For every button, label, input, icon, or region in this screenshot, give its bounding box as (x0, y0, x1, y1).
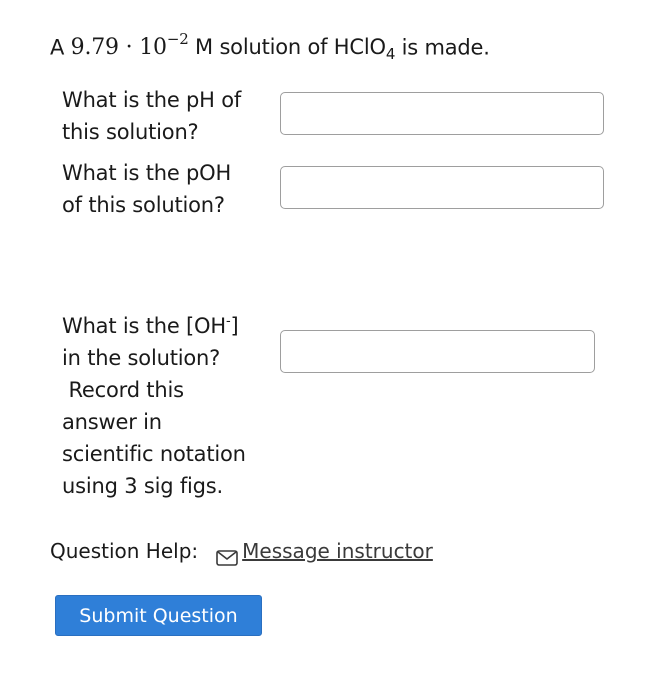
question-oh-line-3: Record this (62, 378, 184, 402)
question-oh-label (62, 306, 246, 502)
question-oh-line-1-post: ] (230, 314, 239, 338)
question-oh-line-6: using 3 sig figs. (62, 474, 223, 498)
concentration-mantissa: 9.79 (70, 35, 119, 61)
question-ph-label (62, 84, 241, 148)
times-symbol: · (125, 35, 133, 61)
question-oh-line-1-pre: What is the [OH (62, 314, 226, 338)
question-help (50, 535, 433, 567)
oh-answer-input[interactable] (280, 330, 595, 373)
problem-statement (50, 24, 490, 72)
submit-question-button[interactable]: Submit Question (55, 595, 262, 636)
solute-mid-text: M solution of HClO (195, 35, 386, 60)
ph-answer-input[interactable] (280, 92, 604, 135)
envelope-icon (216, 543, 238, 559)
question-oh-line-2: in the solution? (62, 346, 221, 370)
question-help-label: Question Help: (50, 539, 199, 563)
question-poh-line-1: What is the pOH (62, 161, 232, 185)
question-ph-line-1: What is the pH of (62, 88, 242, 112)
message-instructor-link[interactable] (216, 535, 433, 567)
solute-subscript: 4 (385, 45, 396, 64)
problem-suffix: is made. (401, 35, 490, 60)
question-oh-line-1-sup: - (225, 314, 231, 329)
question-ph-line-2: this solution? (62, 120, 199, 144)
concentration-value (70, 30, 189, 61)
question-poh-label (62, 157, 231, 221)
problem-prefix: A (50, 35, 65, 60)
question-oh-line-4: answer in (62, 410, 162, 434)
concentration-exponent: −2 (166, 30, 189, 48)
question-poh-line-2: of this solution? (62, 193, 225, 217)
poh-answer-input[interactable] (280, 166, 604, 209)
solute-text (195, 35, 396, 64)
question-oh-line-1 (62, 306, 246, 342)
concentration-base: 10 (139, 35, 167, 61)
question-oh-line-5: scientific notation (62, 442, 246, 466)
message-instructor-label: Message instructor (242, 539, 433, 563)
